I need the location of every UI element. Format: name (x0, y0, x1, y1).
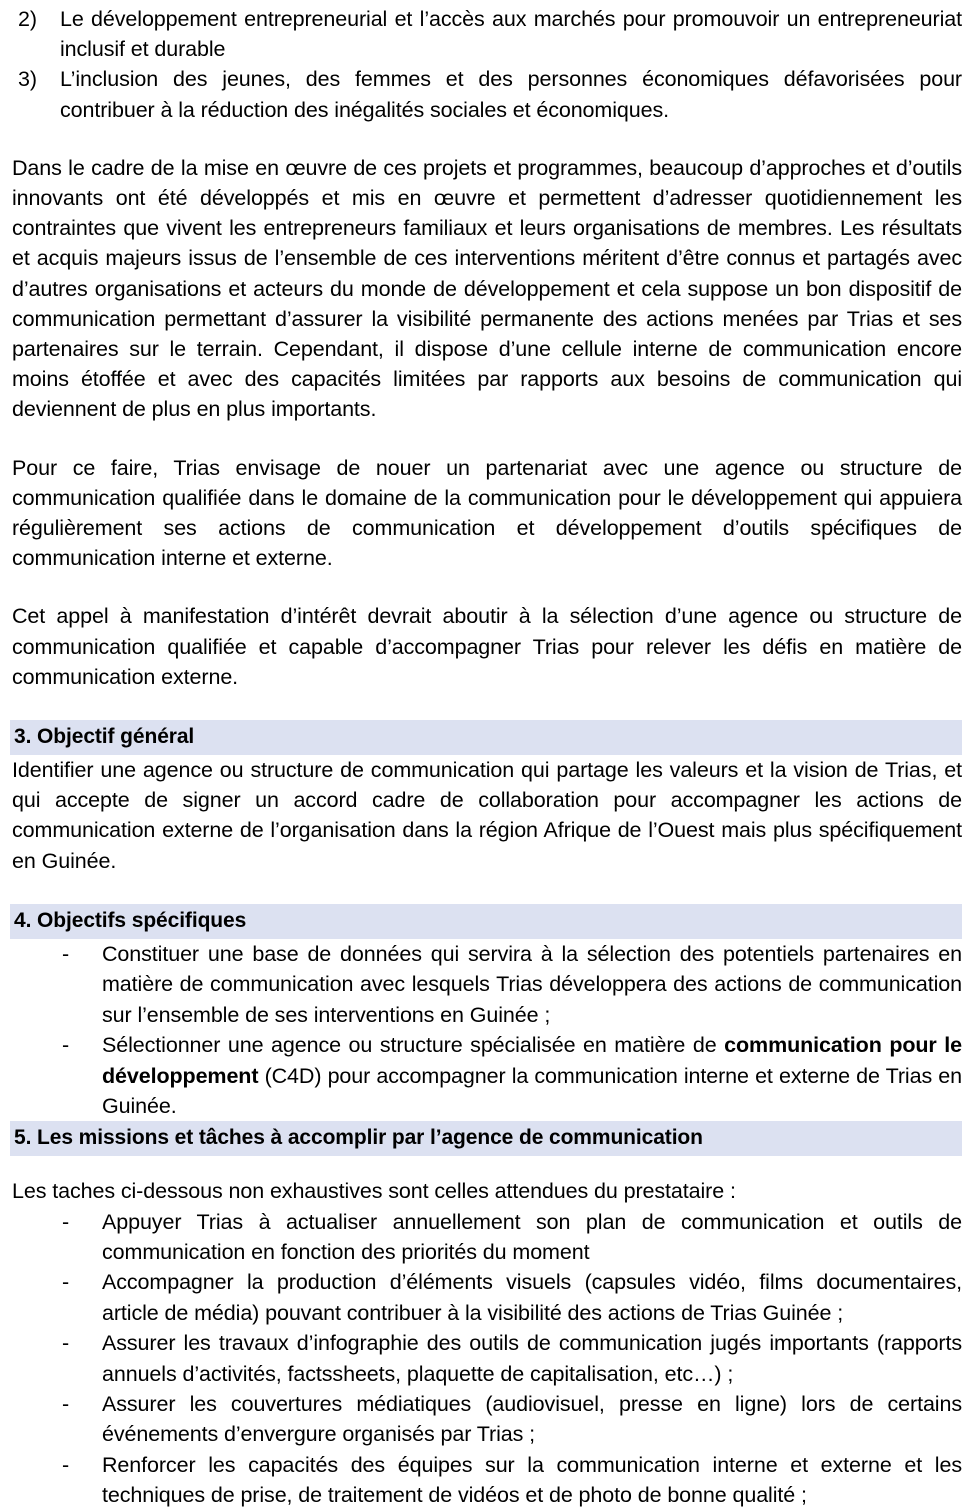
spacer (12, 692, 962, 720)
list-item-text: Renforcer les capacités des équipes sur la communication interne et externe et les techniques de prise, de traitement de vidéos et de photo de bonne qualité ; (102, 1452, 962, 1508)
bullet-dash: - (62, 1033, 70, 1058)
list-objectifs-specifiques (12, 939, 962, 1121)
spacer (12, 125, 962, 153)
list-item (12, 1328, 962, 1389)
bullet-dash: - (62, 1209, 70, 1234)
list-item (12, 1389, 962, 1450)
paragraph-context: Dans le cadre de la mise en œuvre de ces projets et programmes, beaucoup d’approches et d’outils innovants ont été développés et mis en œuvre et permettent d’adresser quotidiennement les contraintes que vivent les entrepreneurs familiaux et leurs organisations de membres. Les résultats et acquis majeurs issus de l’ensemble de ces interventions méritent d’être connus et partagés avec d’autres organisations et acteurs du monde de développement et cela suppose un bon dispositif de communication permettant d’assurer la visibilité permanente des actions menées par Trias et ses partenaires sur le terrain. Cependant, il dispose d’une cellule interne de communication encore moins étoffée et avec des capacités limitées par rapports aux besoins de communication qui deviennent de plus en plus importants. (12, 155, 962, 422)
bullet-dash: - (62, 1331, 70, 1356)
list-item-text: Assurer les travaux d’infographie des outils de communication jugés importants (rapports annuels d’activités, factssheets, plaquette de capitalisation, etc…) ; (102, 1331, 962, 1386)
numbered-list-objectives (12, 4, 962, 125)
bullet-dash: - (62, 941, 70, 966)
section-heading-missions-taches: 5. Les missions et tâches à accomplir par l’agence de communication (10, 1121, 962, 1156)
section-heading-objectifs-specifiques: 4. Objectifs spécifiques (10, 904, 962, 939)
list-item-text: Appuyer Trias à actualiser annuellement son plan de communication et outils de communication en fonction des priorités du moment (102, 1209, 962, 1264)
list-item-text: Assurer les couvertures médiatiques (audiovisuel, presse en ligne) lors de certains événements d’envergure organisés par Trias ; (102, 1391, 962, 1447)
list-item-text: Le développement entrepreneurial et l’accès aux marchés pour promouvoir un entrepreneuriat inclusif et durable (60, 7, 962, 62)
list-item-text-before: Sélectionner une agence ou structure spécialisée en matière de (102, 1033, 725, 1058)
bullet-dash: - (62, 1391, 70, 1416)
list-item-text: Constituer une base de données qui servira à la sélection des potentiels partenaires en matière de communication avec lesquels Trias développera des actions de communication sur l’ensemble de ses interventions en Guinée ; (102, 941, 962, 1027)
list-item (12, 64, 962, 124)
bullet-dash: - (62, 1270, 70, 1295)
bullet-dash: - (62, 1452, 70, 1477)
section-body-objectif-general: Identifier une agence ou structure de communication qui partage les valeurs et la vision de Trias, et qui accepte de signer un accord cadre de collaboration pour accompagner les actions de communication externe de l’organisation dans la région Afrique de l’Ouest mais plus spécifiquement en Guinée. (12, 758, 962, 873)
list-item (12, 1450, 962, 1511)
list-item-text-after: (C4D) pour accompagner la communication interne et externe de Trias en Guinée. (102, 1063, 962, 1118)
list-item (12, 4, 962, 64)
list-item-text: Accompagner la production d’éléments visuels (capsules vidéo, films documentaires, article de média) pouvant contribuer à la visibilité des actions de Trias Guinée ; (102, 1270, 962, 1325)
list-item-text-emphasis: communication pour le développement (102, 1033, 962, 1088)
section-heading-objectif-general: 3. Objectif général (10, 720, 962, 755)
list-marker: 3) (18, 67, 37, 92)
list-item (12, 1030, 962, 1121)
spacer (12, 1156, 962, 1176)
list-marker: 2) (18, 7, 37, 31)
spacer (12, 573, 962, 601)
paragraph-call-for-interest: Cet appel à manifestation d’intérêt devrait aboutir à la sélection d’une agence ou structure de communication qualifiée et capable d’accompagner Trias pour relever les défis en matière de communication externe. (12, 604, 962, 689)
list-item (12, 1207, 962, 1268)
section-intro-missions-taches: Les taches ci-dessous non exhaustives sont celles attendues du prestataire : (12, 1179, 736, 1204)
list-item-text: L’inclusion des jeunes, des femmes et des personnes économiques défavorisées pour contribuer à la réduction des inégalités sociales et économiques. (60, 67, 962, 122)
paragraph-partnership: Pour ce faire, Trias envisage de nouer un partenariat avec une agence ou structure de communication qualifiée dans le domaine de la communication pour le développement qui appuiera régulièrement ses actions de communication et développement d’outils spécifiques de communication interne et externe. (12, 455, 962, 571)
spacer (12, 425, 962, 453)
list-item (12, 939, 962, 1030)
spacer (12, 876, 962, 904)
list-missions-taches (12, 1207, 962, 1511)
list-item (12, 1267, 962, 1328)
